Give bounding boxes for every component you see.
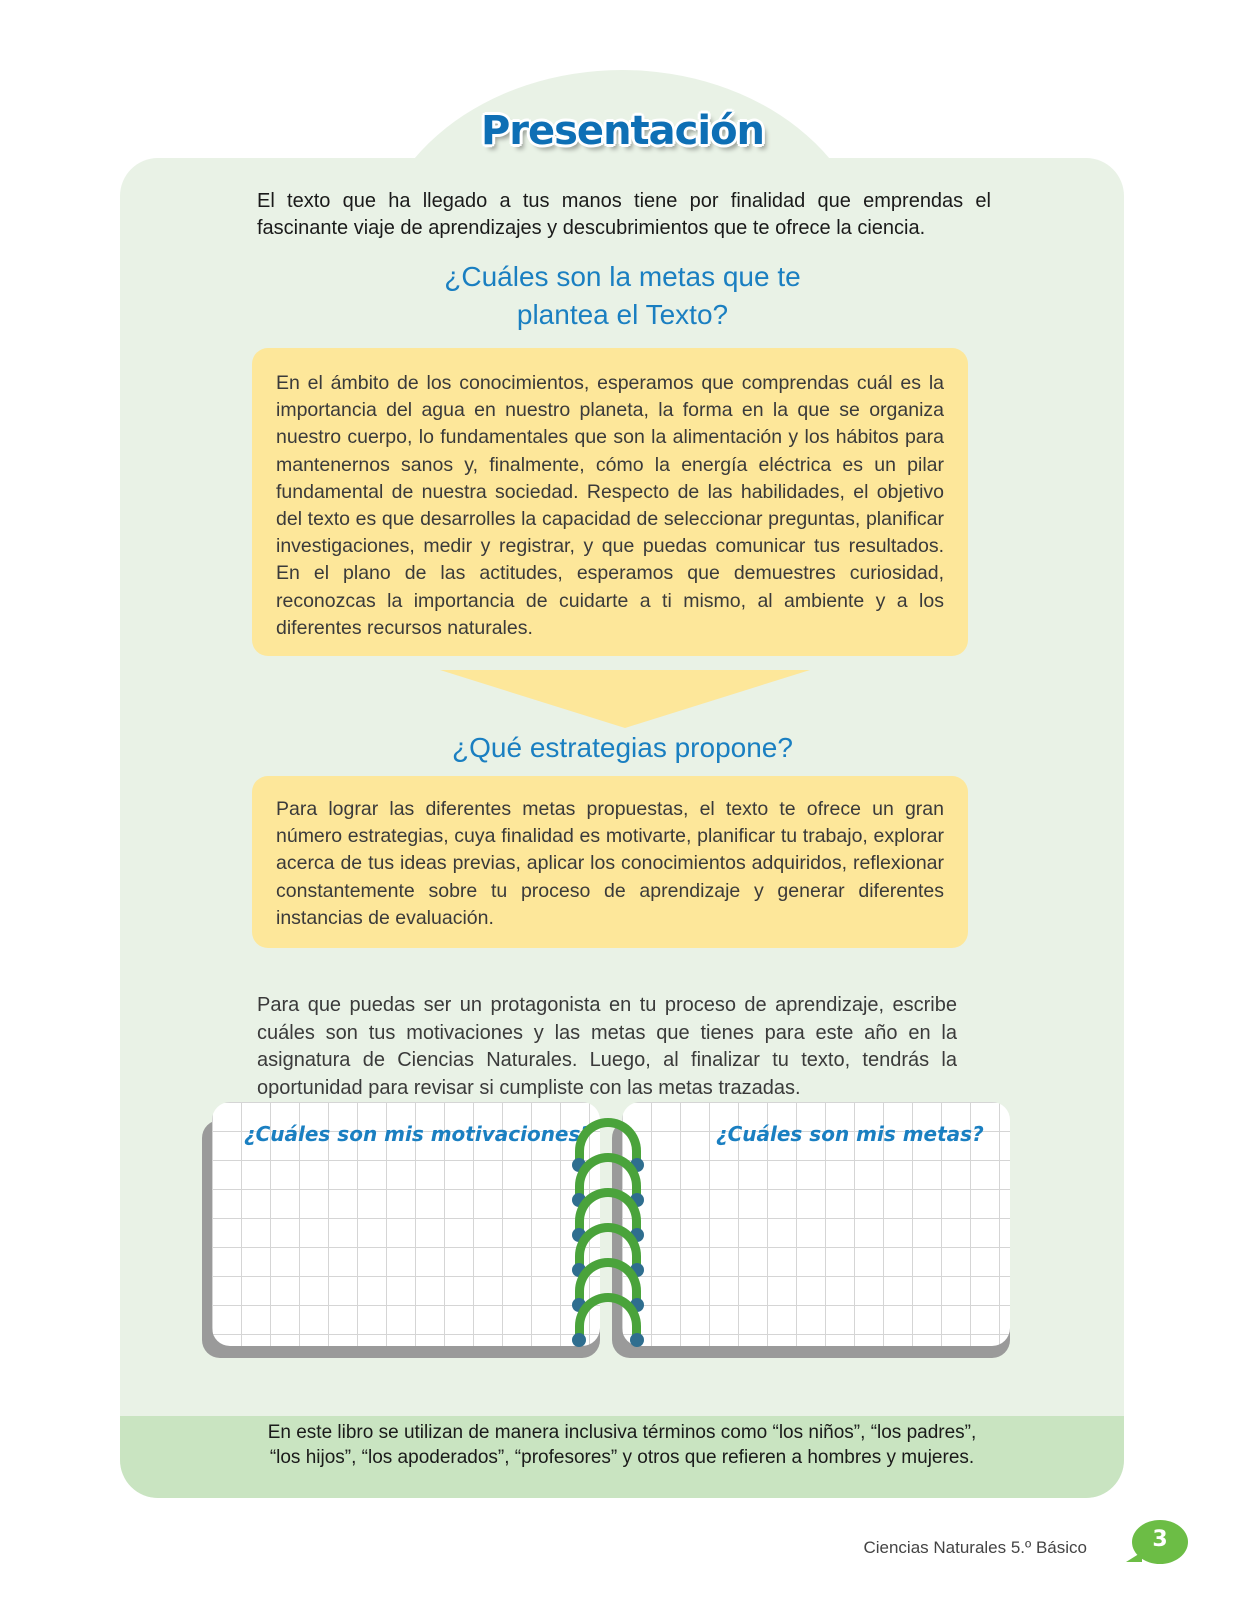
page-number-badge: 3 xyxy=(1132,1520,1188,1564)
goals-heading xyxy=(0,258,1245,334)
strategies-heading: ¿Qué estrategias propone? xyxy=(452,732,793,763)
book-title: Ciencias Naturales 5.º Básico xyxy=(863,1538,1087,1557)
inclusive-note-line2: “los hijos”, “los apoderados”, “profesores” y otros que refieren a hombres y mujeres. xyxy=(269,1447,975,1468)
page-title: Presentación xyxy=(480,108,765,154)
goals-heading-line2: plantea el Texto? xyxy=(516,299,729,330)
intro-paragraph: El texto que ha llegado a tus manos tiene por finalidad que emprendas el fascinante viaje de aprendizajes y descubrimientos que te ofrece la ciencia. xyxy=(257,190,991,239)
motivations-label: ¿Cuáles son mis motivaciones? xyxy=(244,1122,592,1146)
closing-paragraph: Para que puedas ser un protagonista en tu proceso de aprendizaje, escribe cuáles son tus motivaciones y las metas que tienes para este año en la asignatura de Ciencias Naturales. Luego, al finalizar tu texto, tendrás la oportunidad para revisar si cumpliste con las metas trazadas. xyxy=(257,994,957,1099)
goals-label: ¿Cuáles son mis metas? xyxy=(716,1122,984,1146)
goals-heading-line1: ¿Cuáles son la metas que te xyxy=(444,261,801,292)
strategies-text: Para lograr las diferentes metas propuestas, el texto te ofrece un gran número estrategias, cuya finalidad es motivarte, planificar tu trabajo, explorar acerca de tus ideas previas, aplicar los conocimientos adquiridos, reflexionar constantemente sobre tu proceso de aprendizaje y generar diferentes instancias de evaluación. xyxy=(276,798,944,929)
inclusive-note-line1: En este libro se utilizan de manera inclusiva términos como “los niños”, “los padres”, xyxy=(267,1422,977,1443)
goals-text: En el ámbito de los conocimientos, esperamos que comprendas cuál es la importancia del agua en nuestro planeta, la forma en la que se organiza nuestro cuerpo, lo fundamentales que son la alimentación y los hábitos para mantenernos sanos y, finalmente, cómo la energía eléctrica es un pilar fundamental de nuestra sociedad. Respecto de las habilidades, el objetivo del texto es que desarrolles la capacidad de seleccionar preguntas, planificar investigaciones, medir y registrar, y que puedas comunicar tus resultados. En el plano de las actitudes, esperamos que demuestres curiosidad, reconozcas la importancia de cuidarte a ti mismo, al ambiente y a los diferentes recursos naturales. xyxy=(276,372,944,639)
inclusive-language-note xyxy=(120,1420,1124,1470)
